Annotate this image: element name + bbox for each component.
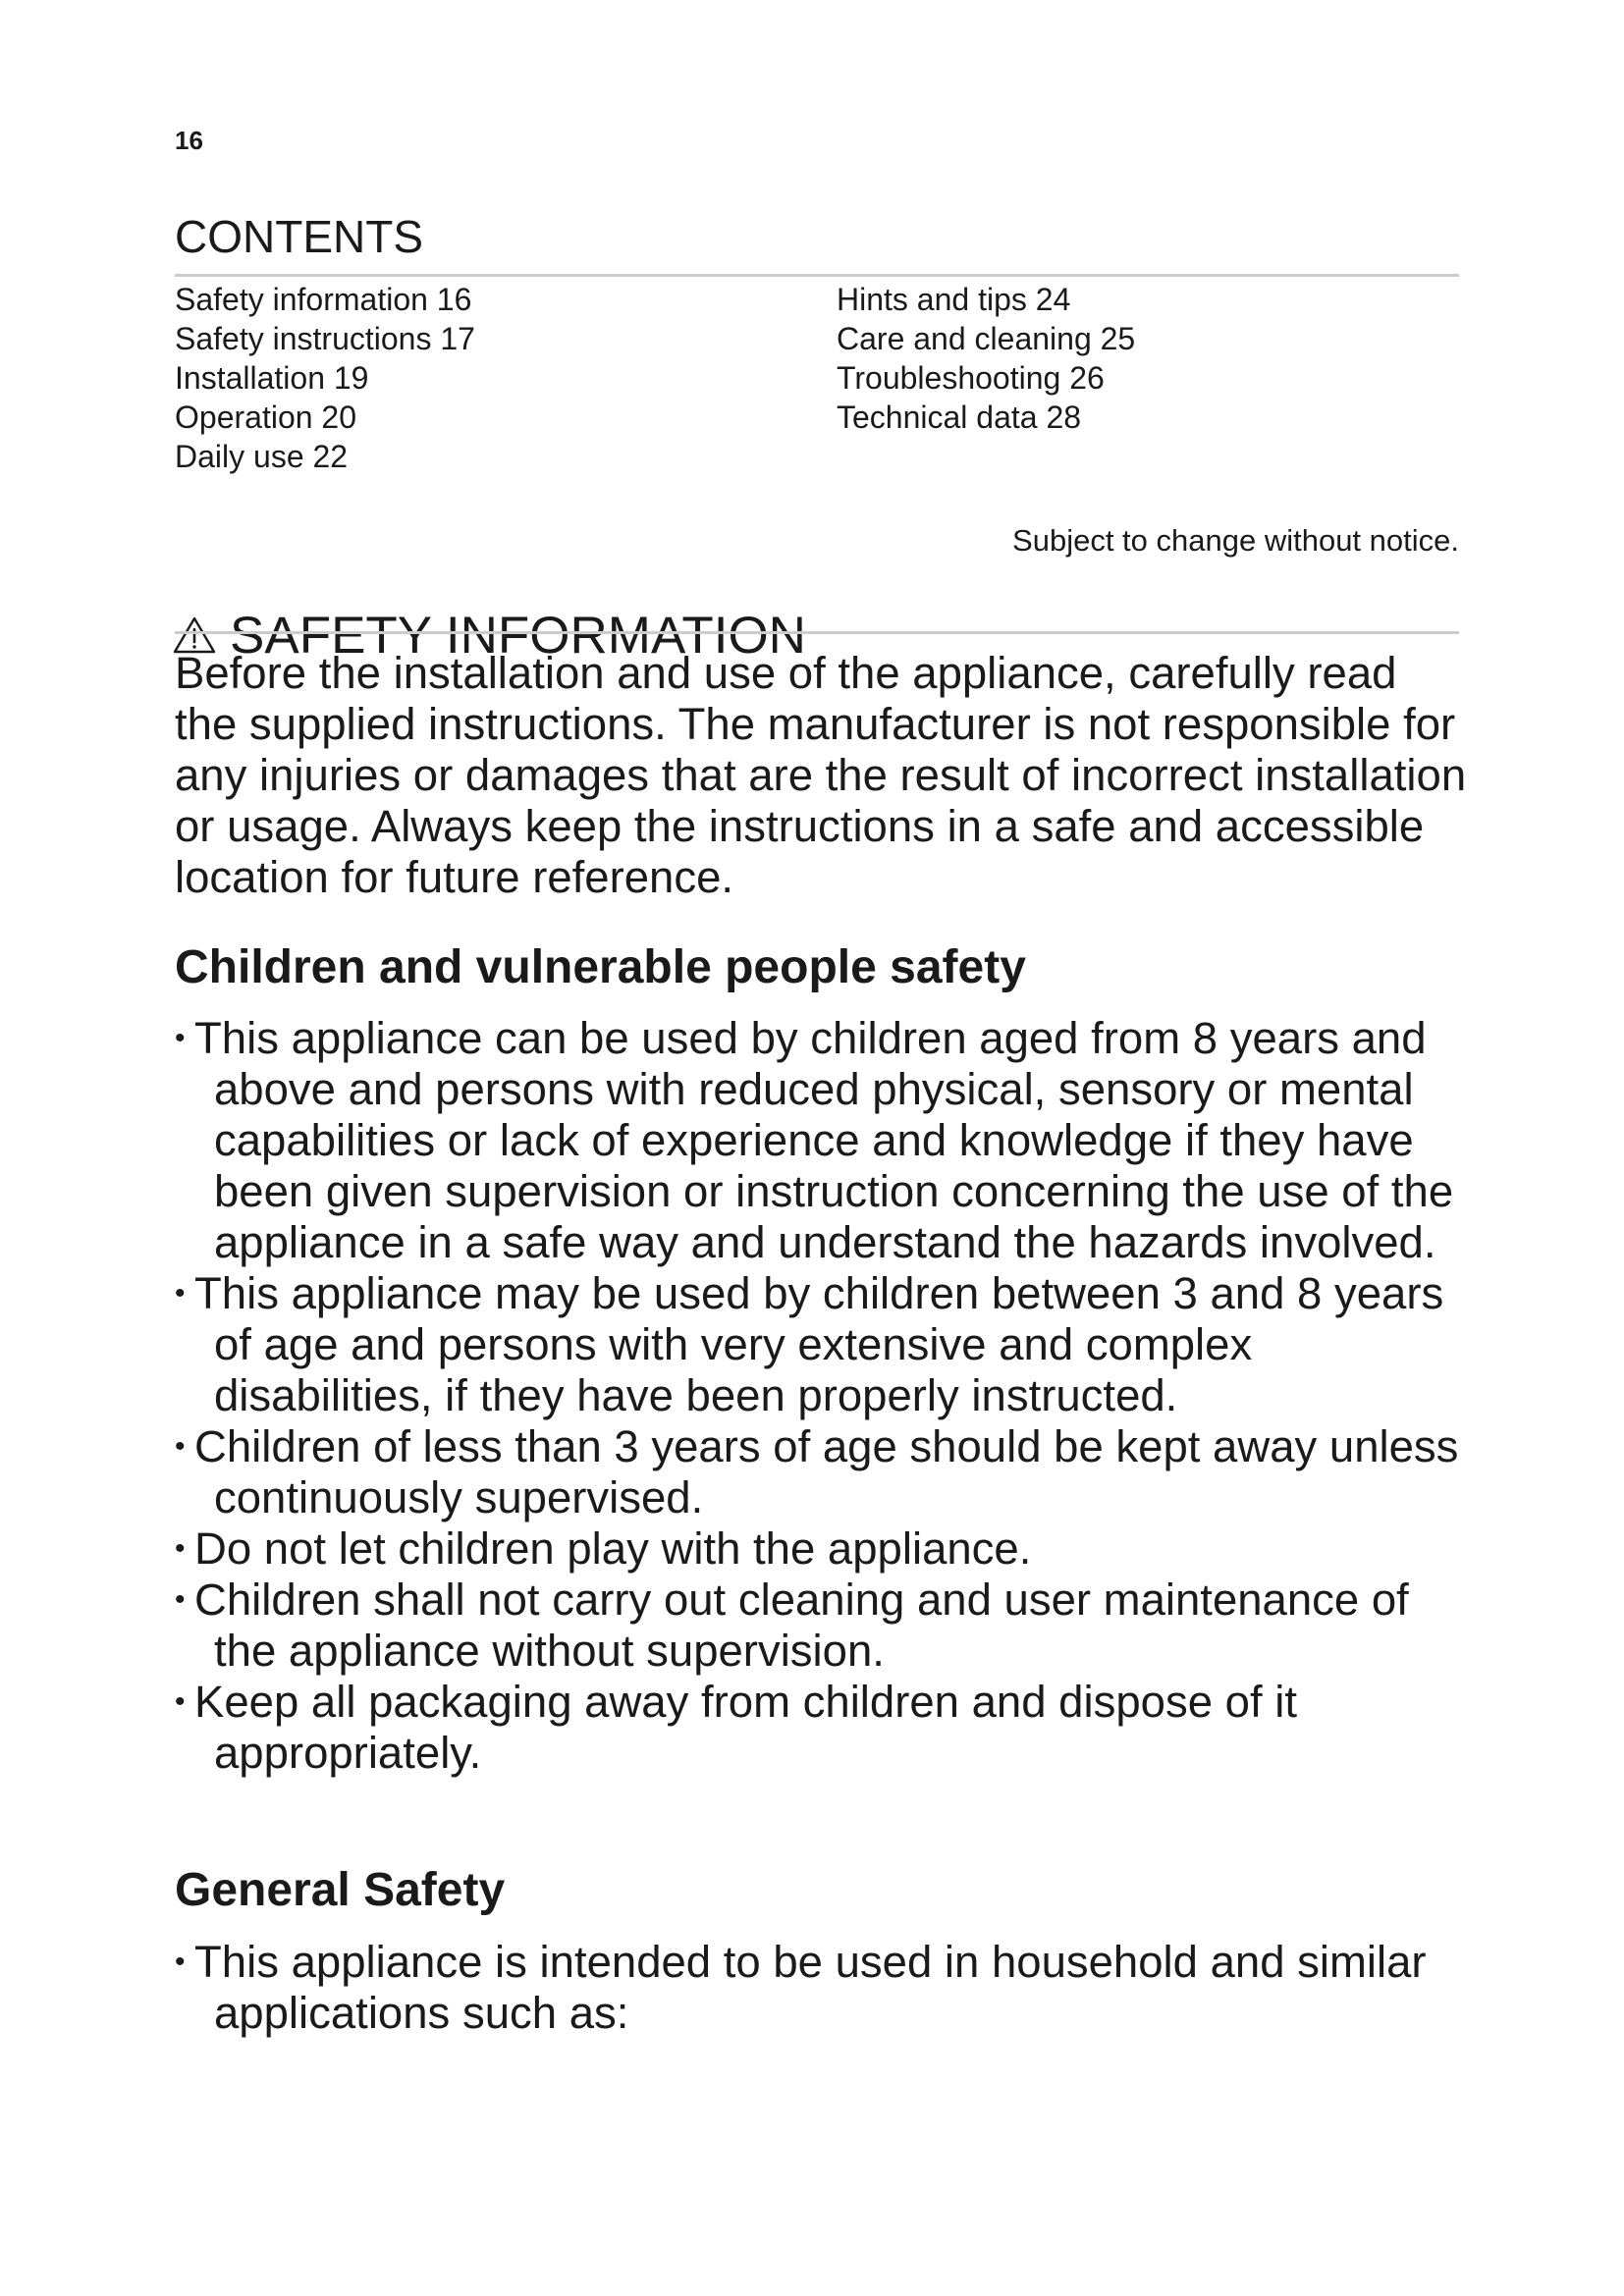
toc-item[interactable]: Hints and tips 24 (837, 282, 1071, 317)
bullet-dot-icon: • (175, 1430, 186, 1463)
children-safety-list (175, 1013, 1471, 1779)
toc-item[interactable]: Safety instructions 17 (175, 321, 475, 356)
page-number: 16 (175, 126, 203, 155)
bullet-dot-icon: • (175, 1277, 186, 1309)
list-item (175, 1523, 1471, 1575)
toc-item[interactable]: Operation 20 (175, 400, 357, 435)
children-safety-heading: Children and vulnerable people safety (175, 941, 1026, 993)
list-item-text: This appliance may be used by children between 3 and 8 years of age and persons with very extensive and complex disabilities, if they have been properly instructed. (194, 1268, 1444, 1420)
general-safety-heading: General Safety (175, 1864, 506, 1916)
subject-to-change-note: Subject to change without notice. (1012, 523, 1459, 558)
safety-intro-paragraph: Before the installation and use of the appliance, carefully read the supplied instructions. The manufacturer is not responsible for any injuries or damages that are the result of incorrect installation or usage. Always keep the instructions in a safe and accessible location for future reference. (175, 648, 1467, 902)
list-item-text: Do not let children play with the appliance. (194, 1523, 1032, 1574)
list-item (175, 1575, 1471, 1677)
toc-item[interactable]: Safety information 16 (175, 282, 472, 317)
list-item (175, 1421, 1471, 1523)
list-item-text: Children of less than 3 years of age should be kept away unless continuously supervised. (194, 1421, 1459, 1522)
bullet-dot-icon: • (175, 1532, 186, 1565)
toc-left-column (175, 280, 475, 476)
bullet-dot-icon: • (175, 1583, 186, 1616)
list-item (175, 1937, 1471, 2039)
general-safety-list (175, 1937, 1471, 2039)
toc-right-column (837, 280, 1135, 437)
toc-item[interactable]: Installation 19 (175, 360, 369, 396)
list-item (175, 1268, 1471, 1421)
toc-item[interactable]: Troubleshooting 26 (837, 360, 1105, 396)
toc-item[interactable]: Daily use 22 (175, 439, 349, 474)
toc-item[interactable]: Technical data 28 (837, 400, 1082, 435)
contents-divider (175, 274, 1459, 277)
list-item-text: Keep all packaging away from children and dispose of it appropriately. (194, 1677, 1297, 1778)
safety-divider (175, 631, 1459, 634)
list-item-text: This appliance is intended to be used in household and similar applications such as: (194, 1937, 1427, 2038)
bullet-dot-icon: • (175, 1685, 186, 1718)
toc-item[interactable]: Care and cleaning 25 (837, 321, 1136, 356)
contents-title: CONTENTS (175, 211, 423, 262)
list-item (175, 1677, 1471, 1779)
safety-information-heading-text: SAFETY INFORMATION (230, 606, 806, 665)
list-item-text: Children shall not carry out cleaning and user maintenance of the appliance without supervision. (194, 1575, 1409, 1676)
list-item (175, 1013, 1471, 1268)
bullet-dot-icon: • (175, 1022, 186, 1054)
list-item-text: This appliance can be used by children aged from 8 years and above and persons with reduced physical, sensory or mental capabilities or lack of experience and knowledge if they have been given supervision or instruction concerning the use of the appliance in a safe way and understand the hazards involved. (194, 1013, 1454, 1267)
bullet-dot-icon: • (175, 1946, 186, 1978)
